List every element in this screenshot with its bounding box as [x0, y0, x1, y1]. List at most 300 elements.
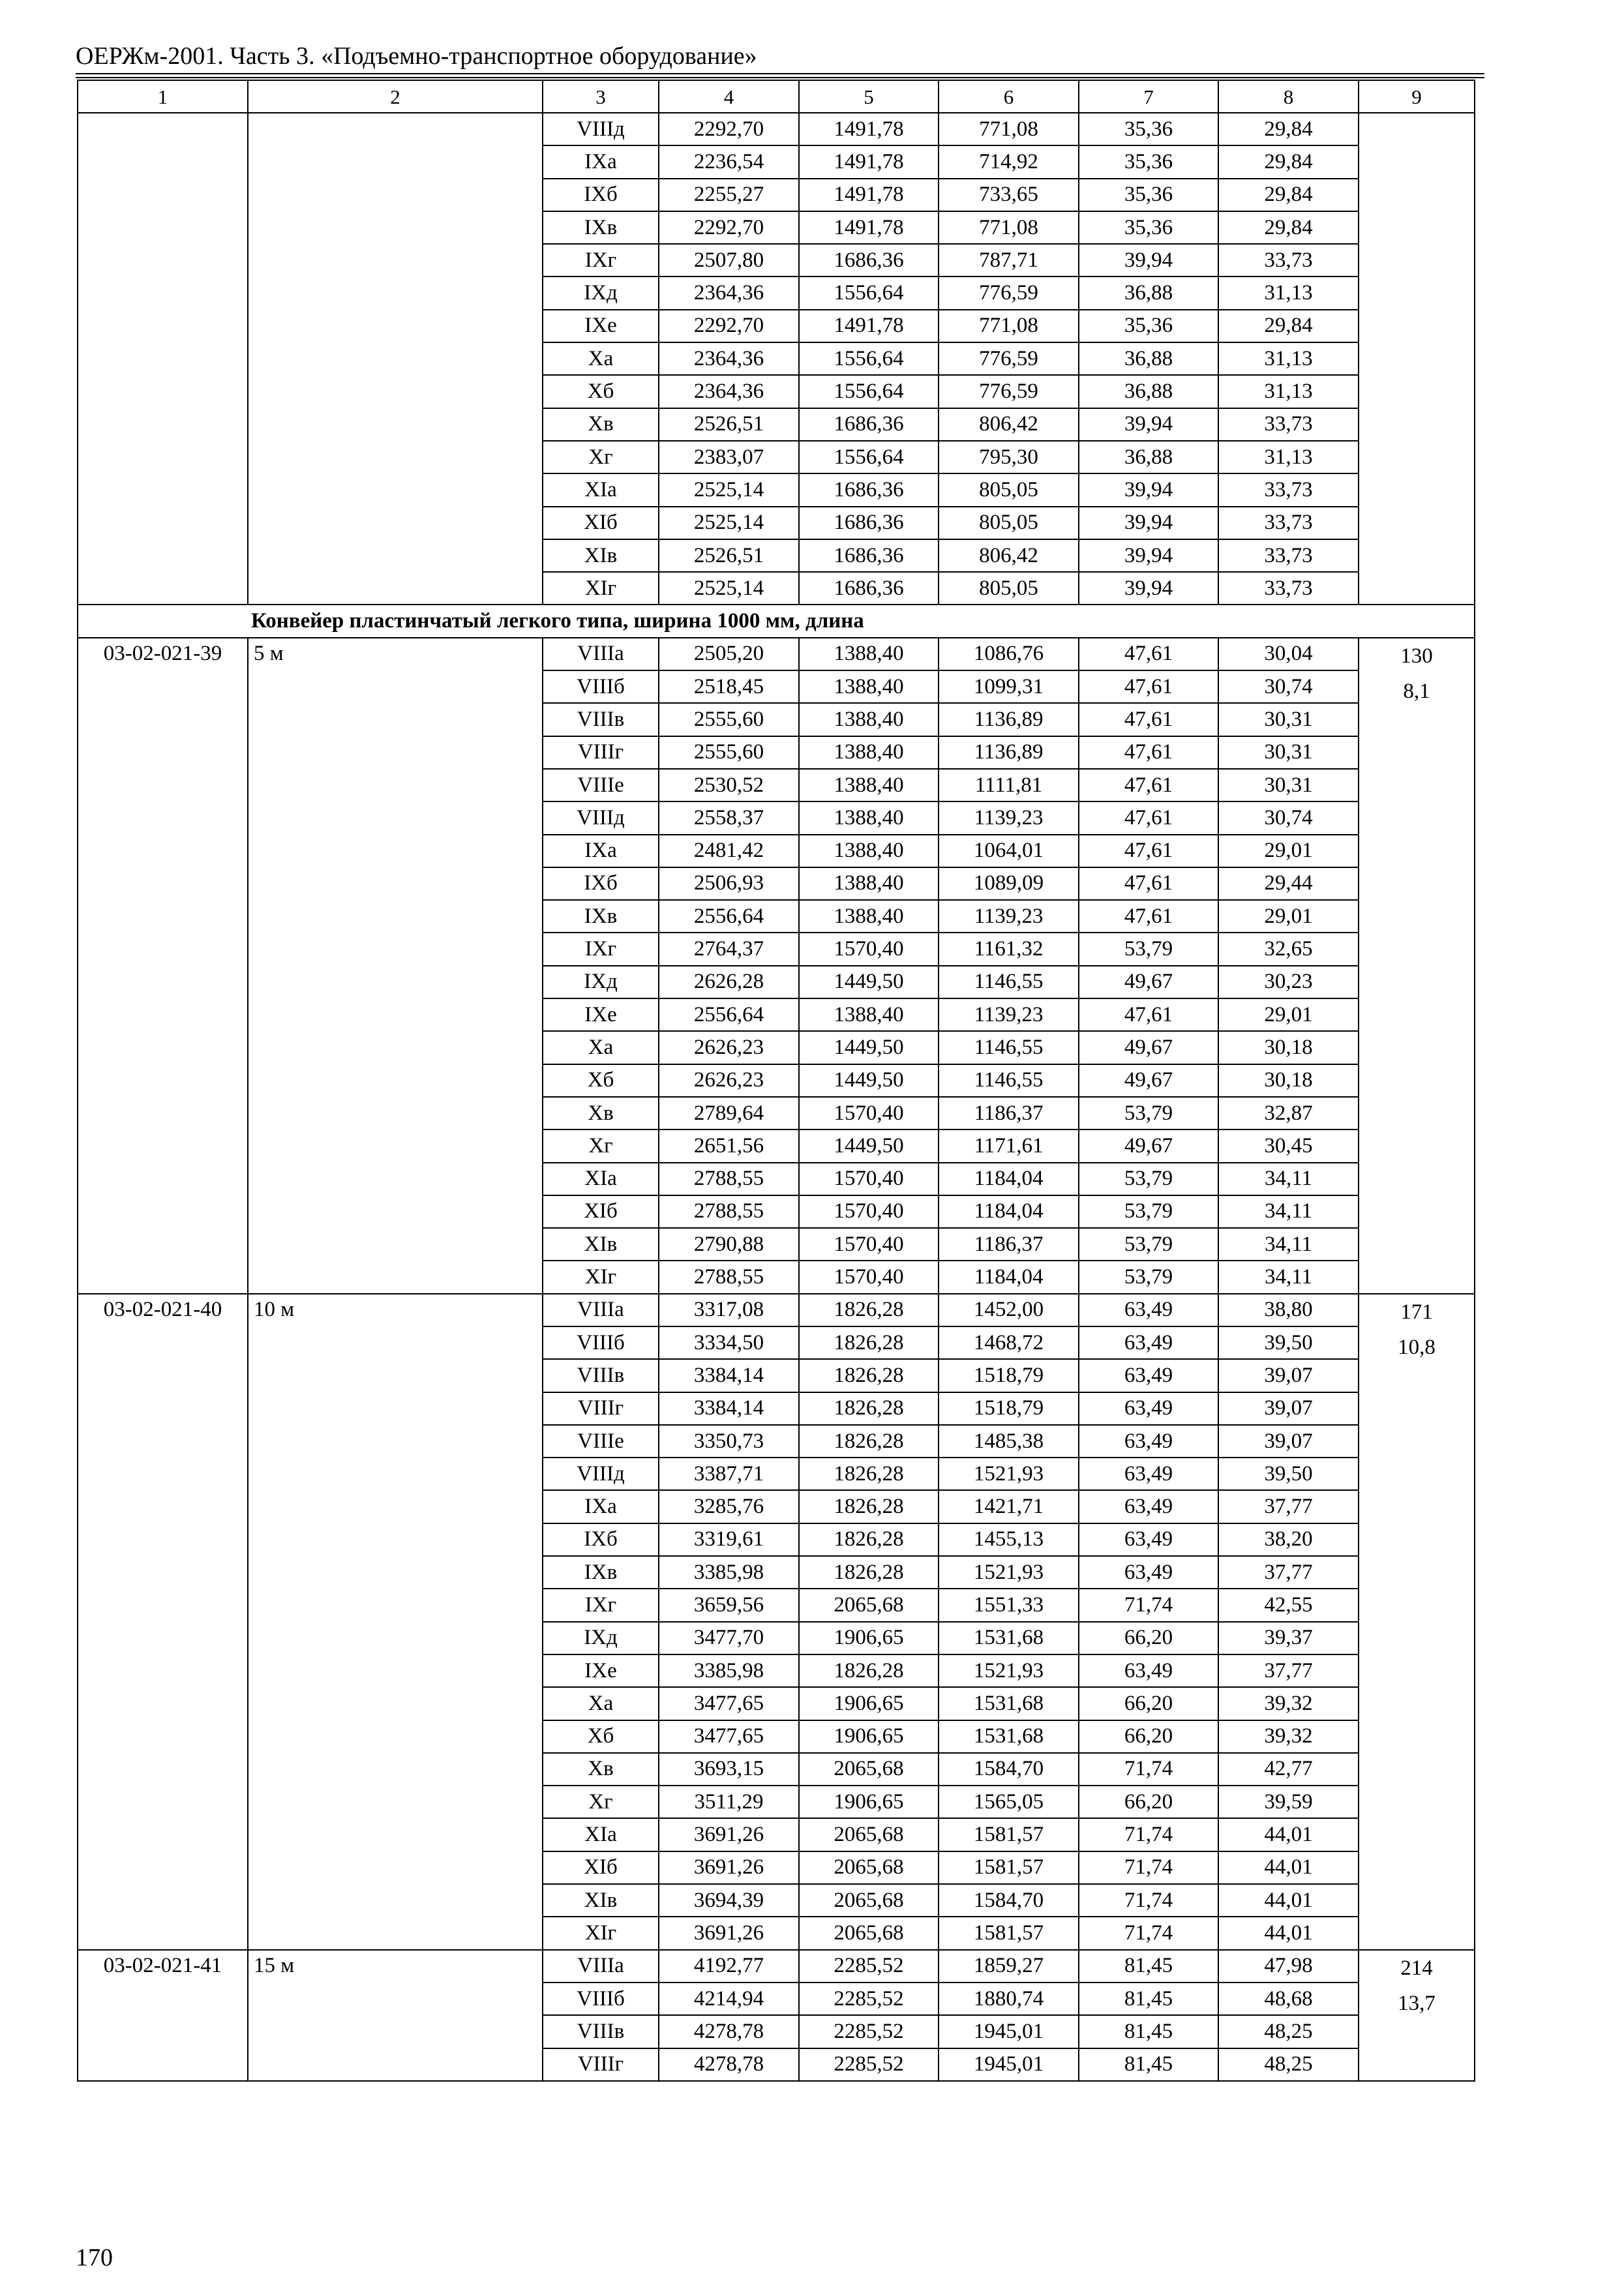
zone-cell: XIб — [543, 1195, 659, 1228]
total-cost-cell: 2626,28 — [659, 966, 799, 998]
total-cost-cell: 2383,07 — [659, 441, 799, 473]
total-cost-cell: 2789,64 — [659, 1097, 799, 1130]
machines-cell: 1880,74 — [939, 1982, 1079, 2015]
wages-cell: 1449,50 — [799, 1031, 939, 1064]
zone-cell: IXг — [543, 1589, 659, 1621]
total-cost-cell: 2236,54 — [659, 145, 799, 178]
total-cost-cell: 2556,64 — [659, 998, 799, 1031]
labor-cell: 30,18 — [1218, 1031, 1359, 1064]
table-row — [78, 1950, 1475, 1982]
labor-cell: 30,31 — [1218, 703, 1359, 736]
zone-cell: Xв — [543, 1753, 659, 1786]
wages-cell: 2065,68 — [799, 1917, 939, 1949]
zone-cell: VIIIг — [543, 1392, 659, 1425]
machines-cell: 1111,81 — [939, 769, 1079, 801]
total-cost-cell: 2526,51 — [659, 539, 799, 572]
machinists-wages-cell: 53,79 — [1079, 1195, 1218, 1228]
wages-cell: 1388,40 — [799, 801, 939, 834]
machinists-wages-cell: 36,88 — [1079, 277, 1218, 309]
labor-cell: 44,01 — [1218, 1917, 1359, 1949]
machinists-wages-cell: 71,74 — [1079, 1753, 1218, 1786]
total-cost-cell: 2518,45 — [659, 670, 799, 703]
machinists-wages-cell: 66,20 — [1079, 1622, 1218, 1654]
wages-cell: 1491,78 — [799, 179, 939, 211]
wages-cell: 1826,28 — [799, 1458, 939, 1490]
wages-cell: 2065,68 — [799, 1818, 939, 1851]
column-header: 7 — [1079, 80, 1218, 113]
machinists-wages-cell: 63,49 — [1079, 1654, 1218, 1687]
total-cost-cell: 2788,55 — [659, 1261, 799, 1293]
machines-cell: 1859,27 — [939, 1950, 1079, 1982]
labor-cell: 39,50 — [1218, 1326, 1359, 1359]
machinists-wages-cell: 39,94 — [1079, 408, 1218, 441]
wages-cell: 1826,28 — [799, 1654, 939, 1687]
labor-cell: 42,55 — [1218, 1589, 1359, 1621]
wages-cell: 1826,28 — [799, 1425, 939, 1458]
column-header: 3 — [543, 80, 659, 113]
wages-cell: 1826,28 — [799, 1556, 939, 1589]
machines-cell: 1521,93 — [939, 1458, 1079, 1490]
extra-value: 10,8 — [1398, 1335, 1436, 1359]
zone-cell: VIIIб — [543, 1982, 659, 2015]
labor-cell: 29,84 — [1218, 179, 1359, 211]
machinists-wages-cell: 39,94 — [1079, 473, 1218, 506]
zone-cell: IXб — [543, 1523, 659, 1556]
zone-cell: IXд — [543, 966, 659, 998]
machinists-wages-cell: 71,74 — [1079, 1884, 1218, 1917]
total-cost-cell: 3691,26 — [659, 1851, 799, 1884]
labor-cell: 29,84 — [1218, 310, 1359, 342]
total-cost-cell: 3694,39 — [659, 1884, 799, 1917]
machinists-wages-cell: 63,49 — [1079, 1523, 1218, 1556]
total-cost-cell: 2525,14 — [659, 473, 799, 506]
extra-value: 130 — [1400, 644, 1433, 668]
wages-cell: 1686,36 — [799, 244, 939, 277]
name-cell — [248, 113, 543, 605]
labor-cell: 39,07 — [1218, 1425, 1359, 1458]
machinists-wages-cell: 53,79 — [1079, 1261, 1218, 1293]
wages-cell: 2285,52 — [799, 2015, 939, 2048]
machines-cell: 1581,57 — [939, 1818, 1079, 1851]
machinists-wages-cell: 63,49 — [1079, 1392, 1218, 1425]
labor-cell: 48,68 — [1218, 1982, 1359, 2015]
total-cost-cell: 3477,65 — [659, 1687, 799, 1720]
labor-cell: 39,37 — [1218, 1622, 1359, 1654]
labor-cell: 42,77 — [1218, 1753, 1359, 1786]
zone-cell: VIIIе — [543, 1425, 659, 1458]
total-cost-cell: 2526,51 — [659, 408, 799, 441]
machines-cell: 805,05 — [939, 507, 1079, 539]
labor-cell: 44,01 — [1218, 1851, 1359, 1884]
machines-cell: 1551,33 — [939, 1589, 1079, 1621]
labor-cell: 47,98 — [1218, 1950, 1359, 1982]
wages-cell: 1449,50 — [799, 1064, 939, 1097]
machines-cell: 1184,04 — [939, 1195, 1079, 1228]
name-cell: 10 м — [248, 1294, 543, 1950]
labor-cell: 48,25 — [1218, 2048, 1359, 2081]
total-cost-cell: 2764,37 — [659, 933, 799, 965]
total-cost-cell: 2481,42 — [659, 835, 799, 867]
machinists-wages-cell: 81,45 — [1079, 1950, 1218, 1982]
wages-cell: 1906,65 — [799, 1786, 939, 1818]
labor-cell: 30,74 — [1218, 670, 1359, 703]
machinists-wages-cell: 49,67 — [1079, 1130, 1218, 1162]
total-cost-cell: 4214,94 — [659, 1982, 799, 2015]
labor-cell: 33,73 — [1218, 572, 1359, 605]
total-cost-cell: 4278,78 — [659, 2015, 799, 2048]
total-cost-cell: 3691,26 — [659, 1917, 799, 1949]
machinists-wages-cell: 47,61 — [1079, 835, 1218, 867]
labor-cell: 39,59 — [1218, 1786, 1359, 1818]
column-header: 8 — [1218, 80, 1359, 113]
total-cost-cell: 2255,27 — [659, 179, 799, 211]
machines-cell: 776,59 — [939, 277, 1079, 309]
wages-cell: 1388,40 — [799, 769, 939, 801]
total-cost-cell: 2555,60 — [659, 703, 799, 736]
wages-cell: 1556,64 — [799, 277, 939, 309]
zone-cell: IXд — [543, 1622, 659, 1654]
machinists-wages-cell: 47,61 — [1079, 736, 1218, 769]
machinists-wages-cell: 81,45 — [1079, 2015, 1218, 2048]
total-cost-cell: 2626,23 — [659, 1031, 799, 1064]
wages-cell: 2285,52 — [799, 1982, 939, 2015]
machines-cell: 1086,76 — [939, 638, 1079, 670]
wages-cell: 1570,40 — [799, 1163, 939, 1195]
labor-cell: 30,04 — [1218, 638, 1359, 670]
total-cost-cell: 2292,70 — [659, 113, 799, 145]
total-cost-cell: 3317,08 — [659, 1294, 799, 1326]
machines-cell: 1146,55 — [939, 1064, 1079, 1097]
labor-cell: 44,01 — [1218, 1818, 1359, 1851]
labor-cell: 32,87 — [1218, 1097, 1359, 1130]
column-header: 2 — [248, 80, 543, 113]
machinists-wages-cell: 71,74 — [1079, 1851, 1218, 1884]
machines-cell: 1565,05 — [939, 1786, 1079, 1818]
wages-cell: 1449,50 — [799, 1130, 939, 1162]
name-cell: 15 м — [248, 1950, 543, 2081]
wages-cell: 1686,36 — [799, 507, 939, 539]
total-cost-cell: 3285,76 — [659, 1490, 799, 1523]
machines-cell: 1945,01 — [939, 2015, 1079, 2048]
machinists-wages-cell: 35,36 — [1079, 145, 1218, 178]
machinists-wages-cell: 63,49 — [1079, 1326, 1218, 1359]
zone-cell: VIIIг — [543, 2048, 659, 2081]
total-cost-cell: 3334,50 — [659, 1326, 799, 1359]
labor-cell: 29,44 — [1218, 867, 1359, 900]
wages-cell: 1906,65 — [799, 1622, 939, 1654]
machinists-wages-cell: 63,49 — [1079, 1294, 1218, 1326]
machinists-wages-cell: 49,67 — [1079, 1064, 1218, 1097]
code-cell: 03-02-021-39 — [78, 638, 248, 1294]
machinists-wages-cell: 63,49 — [1079, 1556, 1218, 1589]
wages-cell: 1826,28 — [799, 1294, 939, 1326]
extra-value: 13,7 — [1398, 1991, 1436, 2015]
machines-cell: 776,59 — [939, 342, 1079, 375]
machinists-wages-cell: 47,61 — [1079, 638, 1218, 670]
zone-cell: IXг — [543, 933, 659, 965]
code-cell: 03-02-021-40 — [78, 1294, 248, 1950]
zone-cell: VIIIб — [543, 1326, 659, 1359]
zone-cell: IXе — [543, 1654, 659, 1687]
machines-cell: 714,92 — [939, 145, 1079, 178]
total-cost-cell: 2790,88 — [659, 1228, 799, 1261]
machines-cell: 1421,71 — [939, 1490, 1079, 1523]
machinists-wages-cell: 47,61 — [1079, 801, 1218, 834]
zone-cell: XIв — [543, 1228, 659, 1261]
zone-cell: IXе — [543, 310, 659, 342]
extra-value: 8,1 — [1403, 679, 1430, 703]
total-cost-cell: 2364,36 — [659, 342, 799, 375]
machines-cell: 1064,01 — [939, 835, 1079, 867]
machines-cell: 1584,70 — [939, 1753, 1079, 1786]
machinists-wages-cell: 49,67 — [1079, 1031, 1218, 1064]
zone-cell: VIIIд — [543, 1458, 659, 1490]
wages-cell: 1686,36 — [799, 408, 939, 441]
total-cost-cell: 3511,29 — [659, 1786, 799, 1818]
wages-cell: 1826,28 — [799, 1392, 939, 1425]
machinists-wages-cell: 66,20 — [1079, 1786, 1218, 1818]
machines-cell: 806,42 — [939, 408, 1079, 441]
machines-cell: 1584,70 — [939, 1884, 1079, 1917]
zone-cell: XIб — [543, 507, 659, 539]
name-cell: 5 м — [248, 638, 543, 1294]
machines-cell: 1581,57 — [939, 1917, 1079, 1949]
machines-cell: 1455,13 — [939, 1523, 1079, 1556]
machines-cell: 1521,93 — [939, 1654, 1079, 1687]
zone-cell: XIа — [543, 473, 659, 506]
machines-cell: 1468,72 — [939, 1326, 1079, 1359]
total-cost-cell: 2292,70 — [659, 211, 799, 244]
wages-cell: 1556,64 — [799, 375, 939, 408]
labor-cell: 33,73 — [1218, 408, 1359, 441]
zone-cell: VIIIд — [543, 113, 659, 145]
total-cost-cell: 3385,98 — [659, 1556, 799, 1589]
zone-cell: Xа — [543, 1687, 659, 1720]
wages-cell: 1388,40 — [799, 867, 939, 900]
machines-cell: 1186,37 — [939, 1228, 1079, 1261]
machinists-wages-cell: 39,94 — [1079, 507, 1218, 539]
total-cost-cell: 2788,55 — [659, 1195, 799, 1228]
machinists-wages-cell: 36,88 — [1079, 441, 1218, 473]
wages-cell: 1388,40 — [799, 703, 939, 736]
wages-cell: 1686,36 — [799, 539, 939, 572]
machinists-wages-cell: 35,36 — [1079, 113, 1218, 145]
table-body — [78, 113, 1475, 2081]
labor-cell: 39,07 — [1218, 1359, 1359, 1392]
labor-cell: 29,84 — [1218, 145, 1359, 178]
zone-cell: IXе — [543, 998, 659, 1031]
wages-cell: 1388,40 — [799, 670, 939, 703]
machinists-wages-cell: 71,74 — [1079, 1917, 1218, 1949]
extra-cell — [1359, 113, 1475, 605]
labor-cell: 30,23 — [1218, 966, 1359, 998]
zone-cell: XIг — [543, 1917, 659, 1949]
machines-cell: 1139,23 — [939, 998, 1079, 1031]
machines-cell: 1186,37 — [939, 1097, 1079, 1130]
machinists-wages-cell: 53,79 — [1079, 1163, 1218, 1195]
machinists-wages-cell: 47,61 — [1079, 998, 1218, 1031]
total-cost-cell: 2507,80 — [659, 244, 799, 277]
page-header: ОЕРЖм-2001. Часть 3. «Подъемно-транспортное оборудование» — [76, 42, 757, 70]
labor-cell: 38,80 — [1218, 1294, 1359, 1326]
machines-cell: 1518,79 — [939, 1392, 1079, 1425]
machines-cell: 806,42 — [939, 539, 1079, 572]
machinists-wages-cell: 47,61 — [1079, 703, 1218, 736]
table-row — [78, 1294, 1475, 1326]
zone-cell: IXб — [543, 179, 659, 211]
machines-cell: 1452,00 — [939, 1294, 1079, 1326]
wages-cell: 1826,28 — [799, 1326, 939, 1359]
machinists-wages-cell: 36,88 — [1079, 375, 1218, 408]
total-cost-cell: 3477,65 — [659, 1720, 799, 1753]
labor-cell: 39,07 — [1218, 1392, 1359, 1425]
zone-cell: VIIIд — [543, 801, 659, 834]
column-number-row — [78, 80, 1475, 113]
machinists-wages-cell: 39,94 — [1079, 572, 1218, 605]
machines-cell: 1518,79 — [939, 1359, 1079, 1392]
machines-cell: 1146,55 — [939, 966, 1079, 998]
wages-cell: 1388,40 — [799, 900, 939, 933]
total-cost-cell: 3691,26 — [659, 1818, 799, 1851]
zone-cell: VIIIа — [543, 1294, 659, 1326]
wages-cell: 1906,65 — [799, 1720, 939, 1753]
wages-cell: 1556,64 — [799, 342, 939, 375]
zone-cell: Xб — [543, 1064, 659, 1097]
zone-cell: XIг — [543, 572, 659, 605]
zone-cell: XIб — [543, 1851, 659, 1884]
extra-cell — [1359, 1950, 1475, 2081]
total-cost-cell: 3350,73 — [659, 1425, 799, 1458]
labor-cell: 29,01 — [1218, 835, 1359, 867]
wages-cell: 2065,68 — [799, 1851, 939, 1884]
labor-cell: 37,77 — [1218, 1654, 1359, 1687]
machinists-wages-cell: 66,20 — [1079, 1720, 1218, 1753]
zone-cell: Xг — [543, 441, 659, 473]
labor-cell: 44,01 — [1218, 1884, 1359, 1917]
machines-cell: 795,30 — [939, 441, 1079, 473]
wages-cell: 1388,40 — [799, 998, 939, 1031]
machinists-wages-cell: 36,88 — [1079, 342, 1218, 375]
zone-cell: Xв — [543, 408, 659, 441]
machinists-wages-cell: 53,79 — [1079, 1228, 1218, 1261]
zone-cell: Xг — [543, 1130, 659, 1162]
zone-cell: IXв — [543, 900, 659, 933]
zone-cell: VIIIе — [543, 769, 659, 801]
machines-cell: 1531,68 — [939, 1622, 1079, 1654]
labor-cell: 33,73 — [1218, 244, 1359, 277]
machines-cell: 787,71 — [939, 244, 1079, 277]
labor-cell: 33,73 — [1218, 539, 1359, 572]
total-cost-cell: 2651,56 — [659, 1130, 799, 1162]
zone-cell: Xа — [543, 1031, 659, 1064]
table-row — [78, 638, 1475, 670]
wages-cell: 1826,28 — [799, 1490, 939, 1523]
machines-cell: 805,05 — [939, 572, 1079, 605]
zone-cell: Xб — [543, 375, 659, 408]
wages-cell: 1388,40 — [799, 736, 939, 769]
zone-cell: VIIIб — [543, 670, 659, 703]
zone-cell: IXа — [543, 145, 659, 178]
machinists-wages-cell: 47,61 — [1079, 670, 1218, 703]
machines-cell: 771,08 — [939, 113, 1079, 145]
machines-cell: 771,08 — [939, 310, 1079, 342]
machinists-wages-cell: 81,45 — [1079, 2048, 1218, 2081]
column-header: 1 — [78, 80, 248, 113]
machinists-wages-cell: 35,36 — [1079, 211, 1218, 244]
labor-cell: 33,73 — [1218, 507, 1359, 539]
machines-cell: 1531,68 — [939, 1687, 1079, 1720]
machinists-wages-cell: 63,49 — [1079, 1458, 1218, 1490]
wages-cell: 1686,36 — [799, 473, 939, 506]
page-number: 170 — [76, 2244, 113, 2271]
code-cell: 03-02-021-41 — [78, 1950, 248, 2081]
column-header: 5 — [799, 80, 939, 113]
section-title: Конвейер пластинчатый легкого типа, ширина 1000 мм, длина — [251, 609, 864, 633]
zone-cell: XIа — [543, 1163, 659, 1195]
zone-cell: XIг — [543, 1261, 659, 1293]
machinists-wages-cell: 35,36 — [1079, 310, 1218, 342]
total-cost-cell: 2525,14 — [659, 572, 799, 605]
machinists-wages-cell: 47,61 — [1079, 769, 1218, 801]
wages-cell: 2065,68 — [799, 1884, 939, 1917]
column-header: 4 — [659, 80, 799, 113]
machinists-wages-cell: 53,79 — [1079, 933, 1218, 965]
machines-cell: 776,59 — [939, 375, 1079, 408]
labor-cell: 30,18 — [1218, 1064, 1359, 1097]
wages-cell: 2065,68 — [799, 1753, 939, 1786]
machines-cell: 1161,32 — [939, 933, 1079, 965]
wages-cell: 1826,28 — [799, 1523, 939, 1556]
labor-cell: 29,84 — [1218, 113, 1359, 145]
total-cost-cell: 2292,70 — [659, 310, 799, 342]
machinists-wages-cell: 47,61 — [1079, 867, 1218, 900]
wages-cell: 1906,65 — [799, 1687, 939, 1720]
labor-cell: 37,77 — [1218, 1490, 1359, 1523]
machines-cell: 1184,04 — [939, 1261, 1079, 1293]
wages-cell: 1449,50 — [799, 966, 939, 998]
total-cost-cell: 3385,98 — [659, 1654, 799, 1687]
zone-cell: VIIIв — [543, 1359, 659, 1392]
total-cost-cell: 2364,36 — [659, 375, 799, 408]
wages-cell: 1686,36 — [799, 572, 939, 605]
total-cost-cell: 2558,37 — [659, 801, 799, 834]
zone-cell: Xг — [543, 1786, 659, 1818]
extra-value: 214 — [1400, 1956, 1433, 1980]
labor-cell: 37,77 — [1218, 1556, 1359, 1589]
wages-cell: 1556,64 — [799, 441, 939, 473]
total-cost-cell: 4192,77 — [659, 1950, 799, 1982]
machines-cell: 1139,23 — [939, 900, 1079, 933]
section-title-cell — [78, 605, 1475, 637]
machines-cell: 1089,09 — [939, 867, 1079, 900]
wages-cell: 1491,78 — [799, 145, 939, 178]
wages-cell: 2285,52 — [799, 1950, 939, 1982]
machinists-wages-cell: 66,20 — [1079, 1687, 1218, 1720]
zone-cell: VIIIа — [543, 1950, 659, 1982]
machines-cell: 1485,38 — [939, 1425, 1079, 1458]
machines-cell: 733,65 — [939, 179, 1079, 211]
labor-cell: 48,25 — [1218, 2015, 1359, 2048]
machines-cell: 1184,04 — [939, 1163, 1079, 1195]
zone-cell: VIIIг — [543, 736, 659, 769]
zone-cell: Xв — [543, 1097, 659, 1130]
total-cost-cell: 2530,52 — [659, 769, 799, 801]
machines-cell: 1531,68 — [939, 1720, 1079, 1753]
labor-cell: 29,84 — [1218, 211, 1359, 244]
column-header: 6 — [939, 80, 1079, 113]
total-cost-cell: 2525,14 — [659, 507, 799, 539]
labor-cell: 39,50 — [1218, 1458, 1359, 1490]
